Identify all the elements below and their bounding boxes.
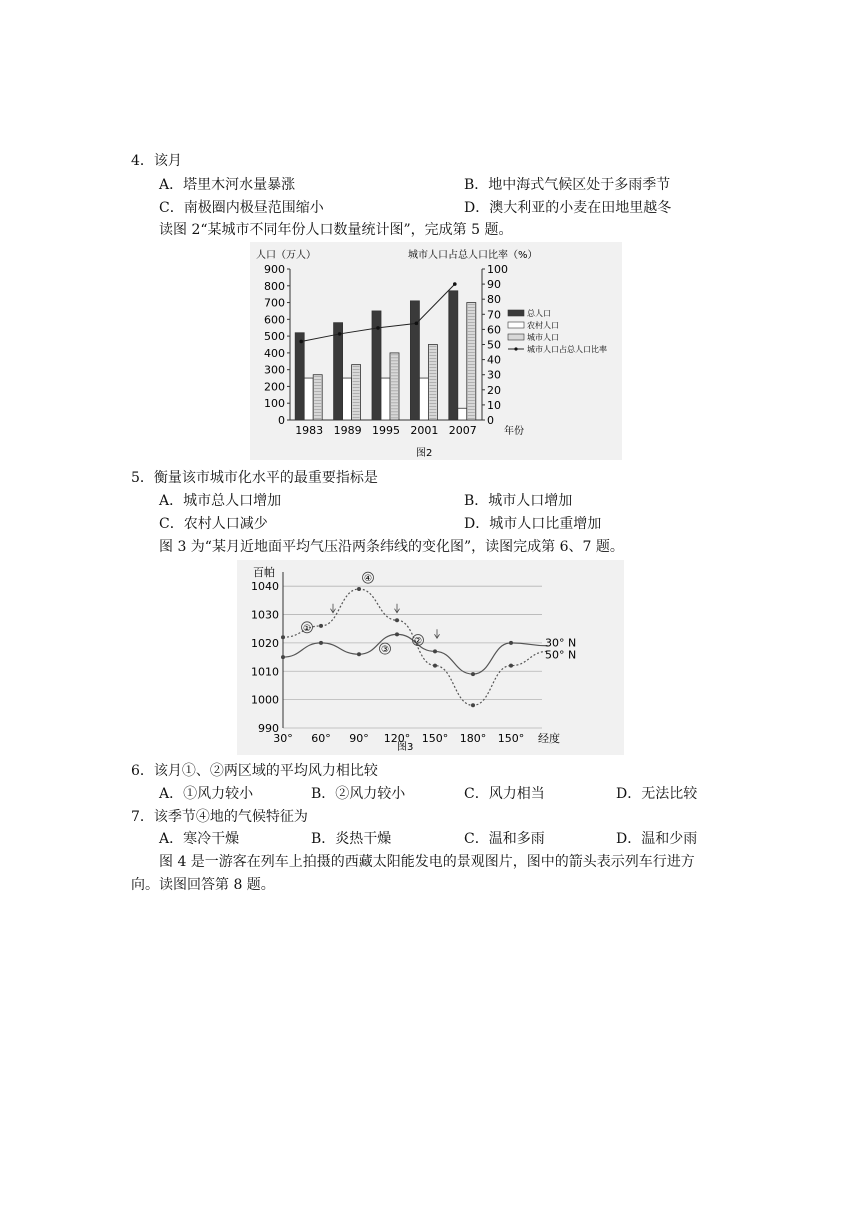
fig3-x-tick-label: 120° [383,732,411,745]
fig2-right-tick-label: 20 [487,383,501,397]
fig3-intro: 图 3 为“某月近地面平均气压沿两条纬线的变化图”，读图完成第 6、7 题。 [159,539,624,555]
q6-option-b: B．②风力较小 [311,786,406,802]
q7-option-a: A．寒冷干燥 [159,831,240,847]
fig3-point [395,632,399,636]
fig2-right-tick-label: 30 [487,368,501,382]
fig2-left-tick-label: 0 [278,414,285,427]
fig3-point [509,641,513,645]
fig2-bar [343,378,352,420]
q5-option-b: B．城市人口增加 [464,493,573,509]
fig3-point [433,664,437,668]
fig3-x-tick-label: 30° [273,732,293,745]
pressure-chart [237,560,624,755]
fig3-point [471,672,475,676]
fig2-left-tick-label: 600 [264,313,285,327]
fig2-legend-swatch [508,322,524,328]
fig3-point [509,664,513,668]
fig2-bar [390,353,399,420]
fig2-x-tick-label: 1983 [295,424,324,437]
fig3-x-tick-label: 60° [311,732,331,745]
fig3-point [281,655,285,659]
q5-option-a: A．城市总人口增加 [159,493,282,509]
fig2-ratio-point [376,326,380,330]
fig2-bar [458,408,467,420]
fig2-intro: 读图 2“某城市不同年份人口数量统计图”，完成第 5 题。 [159,222,513,238]
fig2-ratio-point [453,282,457,286]
q5-option-c: C．农村人口减少 [159,516,268,532]
q4-option-a: A．塔里木河水量暴涨 [159,177,296,193]
fig2-x-tick-label: 2001 [410,424,439,437]
fig3-x-axis-label: 经度 [538,732,560,745]
fig3-point [395,618,399,622]
q6-option-c: C．风力相当 [464,786,545,802]
fig2-right-tick-label: 10 [487,398,501,412]
q4-option-b: B．地中海式气候区处于多雨季节 [464,177,671,193]
fig2-right-axis-label: 城市人口占总人口比率（%） [408,250,538,261]
fig2-right-tick-label: 40 [487,353,501,367]
fig3-y-tick-label: 1020 [251,636,279,650]
fig2-right-tick-label: 90 [487,278,501,292]
fig2-legend-swatch-dot [514,347,517,350]
population-chart [250,242,622,460]
fig2-right-tick-label: 0 [487,414,494,427]
fig2-x-axis-label: 年份 [504,426,524,437]
fig2-left-tick-label: 200 [264,380,285,394]
fig2-legend-label: 总人口 [527,309,551,318]
fig3-x-tick-label: 180° [459,732,487,745]
fig4-intro-line1: 图 4 是一游客在列车上拍摄的西藏太阳能发电的景观图片，图中的箭头表示列车行进方 [159,854,695,870]
fig3-y-tick-label: 1030 [251,608,279,622]
q5-stem: 5．衡量该市城市化水平的最重要指标是 [131,470,378,486]
q4-option-d: D．澳大利亚的小麦在田地里越冬 [464,200,672,216]
fig2-left-axis-label: 人口（万人） [256,250,316,261]
q4-stem: 4．该月 [131,153,182,169]
q7-option-b: B．炎热干燥 [311,831,392,847]
fig2-bar [295,333,304,420]
fig3-x-tick-label: 150° [421,732,449,745]
fig2-ratio-point [299,340,303,344]
fig3-caption: 图3 [397,742,414,753]
fig3-y-tick-label: 990 [258,722,279,735]
fig2-legend-swatch [508,334,524,340]
q7-option-c: C．温和多雨 [464,831,545,847]
fig3-y-tick-label: 1010 [251,665,279,679]
fig3-y-tick-label: 1000 [251,693,279,707]
fig2-bar [449,291,458,420]
fig2-left-tick-label: 700 [264,296,285,310]
fig2-bar [381,378,390,420]
fig3-region-label: ③ [380,645,390,656]
fig2-left-tick-label: 900 [264,263,285,276]
fig2-left-tick-label: 300 [264,363,285,377]
q5-option-d: D．城市人口比重增加 [464,516,602,532]
fig2-legend-swatch [508,310,524,316]
fig3-point [357,587,361,591]
fig4-intro-line2: 向。读图回答第 8 题。 [131,877,275,893]
fig2-bar [410,301,419,420]
fig3-point [319,624,323,628]
fig2-right-tick-label: 70 [487,308,501,322]
fig2-x-tick-label: 2007 [448,424,477,437]
fig3-y-axis-label: 百帕 [253,566,275,579]
q6-option-a: A．①风力较小 [159,786,254,802]
fig3-point [281,635,285,639]
fig2-left-tick-label: 500 [264,330,285,344]
fig3-region-label: ② [413,636,423,647]
q7-option-d: D．温和少雨 [616,831,698,847]
q4-option-c: C．南极圈内极昼范围缩小 [159,200,324,216]
fig2-bar [304,378,313,420]
fig3-region-label: ① [302,623,312,634]
fig3-x-tick-label: 90° [349,732,369,745]
fig2-ratio-point [415,322,419,326]
fig2-ratio-point [338,332,342,336]
fig2-legend-label: 农村人口 [527,321,559,330]
fig3-point [433,649,437,653]
q7-stem: 7．该季节④地的气候特征为 [131,809,308,825]
fig3-x-tick-label: 150° [497,732,525,745]
q6-option-d: D．无法比较 [616,786,698,802]
fig2-bar [467,303,476,420]
fig2-right-tick-label: 60 [487,323,501,337]
fig3-point [357,652,361,656]
fig2-left-tick-label: 400 [264,346,285,360]
fig2-right-tick-label: 80 [487,293,501,307]
fig2-bar [419,378,428,420]
fig2-bar [334,323,343,420]
fig3-series-label: 50° N [545,648,577,662]
fig2-right-tick-label: 100 [487,263,508,276]
q6-stem: 6．该月①、②两区域的平均风力相比较 [131,763,378,779]
fig2-legend-label: 城市人口 [527,333,559,342]
fig2-bar [313,375,322,420]
fig3-region-label: ④ [363,574,373,585]
fig2-left-tick-label: 100 [264,397,285,411]
fig2-caption: 图2 [416,448,433,459]
fig2-legend-label: 城市人口占总人口比率 [527,345,607,354]
fig3-point [319,641,323,645]
fig3-y-tick-label: 1040 [251,580,279,594]
fig2-left-tick-label: 800 [264,279,285,293]
fig2-x-tick-label: 1995 [372,424,400,437]
fig3-point [471,703,475,707]
fig2-x-tick-label: 1989 [333,424,362,437]
fig2-right-tick-label: 50 [487,338,501,352]
fig3-series-label: 30° N [545,636,577,650]
